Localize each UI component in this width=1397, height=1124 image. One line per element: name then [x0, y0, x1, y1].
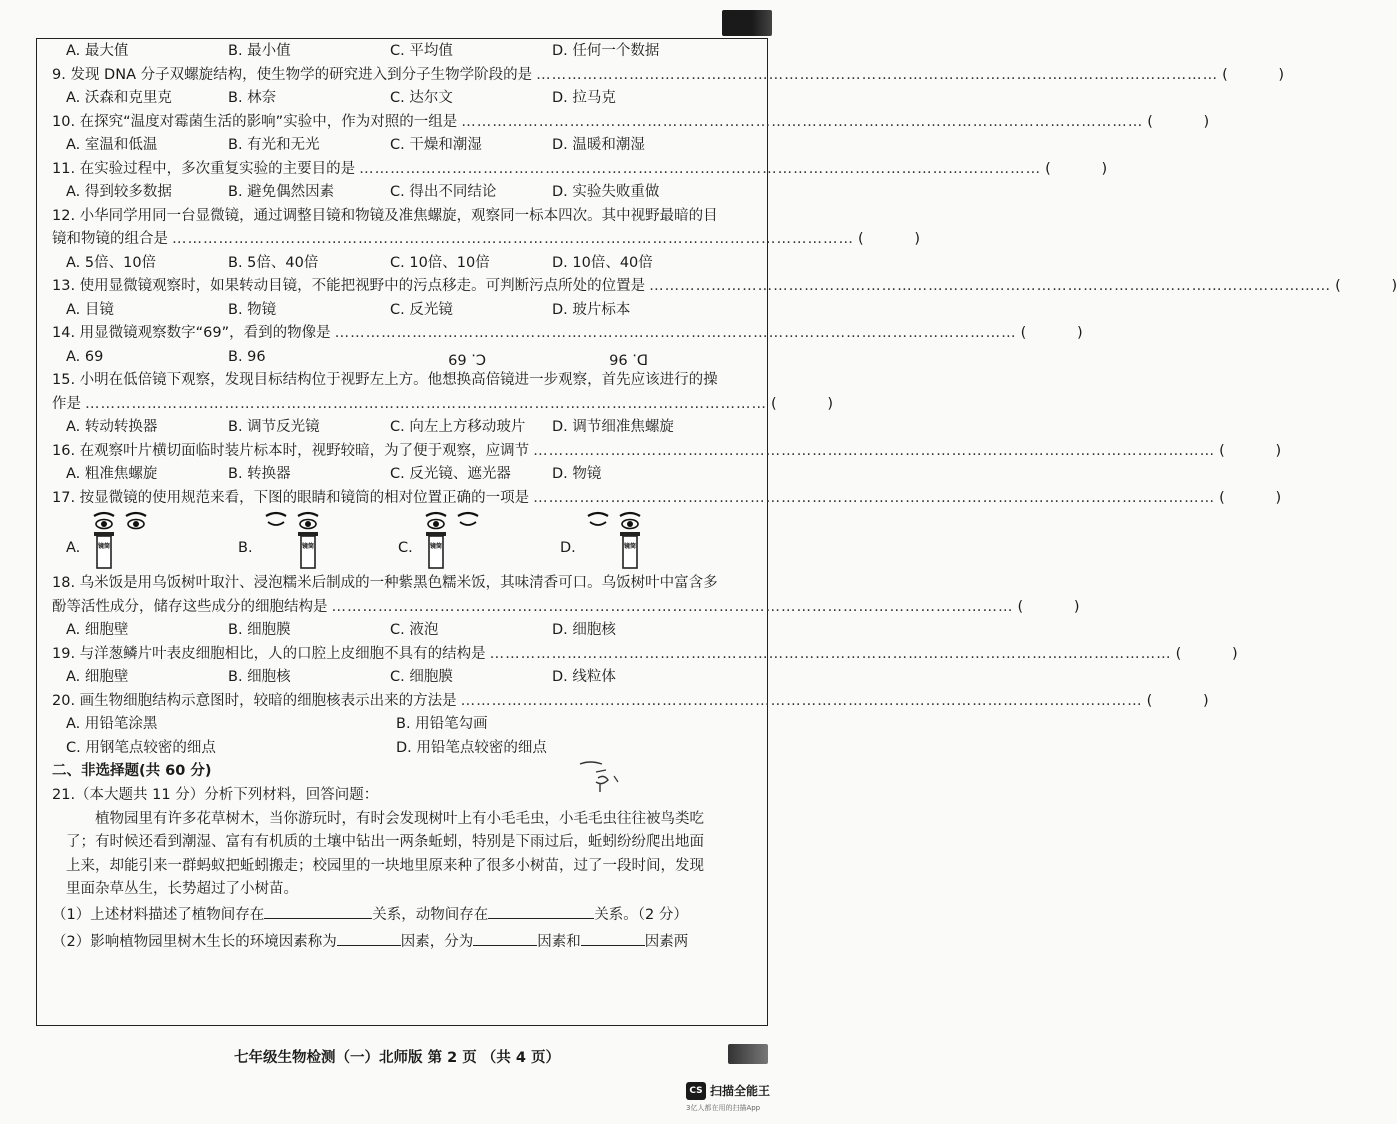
q17-option-d[interactable]: [560, 510, 670, 572]
answer-parentheses[interactable]: [1147, 111, 1209, 135]
q15-stem: [52, 393, 833, 417]
option-c[interactable]: C. 向左上方移动玻片: [390, 419, 526, 435]
microscope-tube-icon: [620, 532, 640, 568]
q16-stem: [52, 440, 1282, 464]
option-c[interactable]: C. 10倍、10倍: [390, 254, 490, 271]
handwritten-scribble: [576, 758, 622, 798]
option-a[interactable]: A. 用铅笔涂黑: [66, 716, 158, 732]
q13-options: [52, 299, 764, 323]
leader-dots: ……………………………………………………………………………………………………………………: [533, 442, 1216, 459]
option-d[interactable]: D. 物镜: [552, 466, 602, 482]
question-text: 15. 小明在低倍镜下观察，发现目标结构位于视野左上方。他想换高倍镜进一步观察，首先应该进行的操: [52, 372, 718, 388]
q9-stem: [52, 64, 1285, 88]
option-a[interactable]: A. 细胞壁: [66, 669, 129, 685]
option-b[interactable]: B. 用铅笔勾画: [396, 716, 488, 732]
option-c[interactable]: C. 得出不同结论: [390, 184, 497, 200]
question-text: 20. 画生物细胞结构示意图时，较暗的细胞核表示出来的方法是: [52, 692, 457, 709]
option-c[interactable]: C. 干燥和潮湿: [390, 137, 482, 153]
option-a[interactable]: A. 得到较多数据: [66, 184, 172, 200]
paren-open: (: [1335, 278, 1341, 294]
q14-options: [52, 346, 764, 370]
paren-close: ): [827, 395, 833, 412]
option-a[interactable]: A. 粗准焦螺旋: [66, 466, 158, 482]
q11-stem: [52, 158, 1108, 182]
exam-content: [52, 40, 1397, 956]
q18-stem: [52, 596, 1080, 620]
question-text: 19. 与洋葱鳞片叶表皮细胞相比，人的口腔上皮细胞不具有的结构是: [52, 645, 486, 662]
brand-name: 扫描全能王: [710, 1084, 771, 1098]
scanner-watermark: [686, 1082, 790, 1116]
closed-eye-icon: [266, 513, 286, 525]
closed-eye-icon: [588, 513, 608, 525]
q19-options: [52, 666, 764, 690]
q12-options: [52, 252, 764, 276]
paren-close: ): [914, 231, 920, 247]
open-eye-icon: [298, 513, 318, 529]
paren-open: (: [1219, 489, 1225, 506]
q20-stem: [52, 690, 1209, 714]
sub2-text-a: （2）影响植物园里树木生长的环境因素称为: [52, 933, 337, 950]
tube-label: 镜筒: [301, 543, 315, 550]
option-a[interactable]: A. 细胞壁: [66, 622, 129, 638]
camscanner-logo-icon: CS: [686, 1082, 706, 1100]
option-c[interactable]: C. 液泡: [390, 622, 439, 638]
option-b[interactable]: B. 物镜: [228, 301, 277, 318]
paren-close: ): [1278, 66, 1285, 83]
question-text: 14. 用显微镜观察数字“69”，看到的物像是: [52, 325, 331, 341]
question-text: 11. 在实验过程中，多次重复实验的主要目的是: [52, 160, 356, 177]
sub2-text-b: 因素，分为: [400, 933, 474, 950]
leader-dots: ……………………………………………………………………………………………………………………: [461, 113, 1144, 130]
sub1-text-a: （1）上述材料描述了植物间存在: [52, 906, 265, 923]
brand-tagline: 3亿人都在用的扫描App: [686, 1104, 761, 1112]
question-text: 10. 在探究“温度对霉菌生活的影响”实验中，作为对照的一组是: [52, 113, 458, 130]
answer-parentheses[interactable]: [1018, 596, 1080, 620]
question-text: 13. 使用显微镜观察时，如果转动目镜，不能把视野中的污点移走。可判断污点所处的位置是: [52, 278, 646, 294]
answer-parentheses[interactable]: [771, 393, 833, 417]
eyes-and-tube-figure: [84, 510, 164, 572]
answer-parentheses[interactable]: [1147, 690, 1209, 714]
option-label: B.: [238, 540, 253, 556]
option-a: A. 最大值: [66, 43, 129, 59]
q17-figure-options: [52, 510, 764, 572]
option-d[interactable]: D. 玻片标本: [552, 301, 631, 318]
q21-sub2: [52, 929, 764, 956]
leader-dots: ……………………………………………………………………………………………………………………: [334, 325, 1017, 341]
q21-paragraph-line: 里面杂草丛生，长势超过了小树苗。: [66, 881, 298, 897]
option-b[interactable]: B. 林奈: [228, 90, 277, 106]
q8-options: [52, 40, 764, 64]
paren-open: (: [1222, 66, 1228, 83]
option-b[interactable]: B. 转换器: [228, 466, 291, 482]
answer-blank[interactable]: [488, 902, 594, 919]
q17-stem: [52, 487, 1282, 511]
q17-option-b[interactable]: [238, 510, 348, 572]
answer-parentheses[interactable]: [1176, 643, 1238, 667]
tube-label: 镜筒: [623, 543, 637, 550]
option-d[interactable]: D. 细胞核: [552, 622, 616, 638]
q16-options: [52, 463, 764, 487]
q12-stem: [52, 205, 764, 229]
eyes-and-tube-figure: [256, 510, 336, 572]
option-label: C.: [398, 540, 413, 556]
paren-close: ): [1391, 278, 1397, 294]
option-c[interactable]: C. 用钢笔点较密的细点: [66, 739, 216, 756]
option-b[interactable]: B. 避免偶然因素: [228, 184, 335, 200]
option-b[interactable]: B. 96: [228, 348, 266, 365]
paren-close: ): [1275, 489, 1282, 506]
option-c[interactable]: C. 反光镜、遮光器: [390, 466, 511, 482]
option-c[interactable]: C. 69: [448, 350, 486, 366]
answer-parentheses[interactable]: [1219, 487, 1281, 511]
open-eye-icon: [126, 513, 146, 529]
paren-close: ): [1076, 325, 1083, 341]
q9-options: [52, 87, 764, 111]
q12-stem: [52, 228, 920, 252]
option-b[interactable]: B. 5倍、40倍: [228, 254, 319, 271]
paren-open: (: [1146, 692, 1153, 709]
option-b[interactable]: B. 有光和无光: [228, 137, 320, 153]
paren-open: (: [858, 231, 864, 247]
paren-close: ): [1232, 645, 1238, 662]
q20-options: [52, 713, 764, 737]
q18-options: [52, 619, 764, 643]
paren-close: ): [1073, 598, 1080, 615]
paren-close: ): [1275, 442, 1282, 459]
answer-parentheses[interactable]: [858, 228, 920, 252]
option-d[interactable]: D. 用铅笔点较密的细点: [396, 739, 547, 756]
open-eye-icon: [426, 513, 446, 529]
option-d[interactable]: D. 实验失败重做: [552, 184, 660, 200]
q15-stem: [52, 369, 764, 393]
option-d[interactable]: D. 线粒体: [552, 669, 616, 685]
q21-sub1: [52, 902, 764, 929]
option-label: D.: [560, 540, 576, 556]
answer-blank[interactable]: [473, 929, 537, 946]
leader-dots: ……………………………………………………………………………………………………………………: [331, 598, 1014, 615]
open-eye-icon: [620, 513, 640, 529]
microscope-tube-icon: [426, 532, 446, 568]
q11-options: [52, 181, 764, 205]
corner-registration-mark: [722, 10, 772, 36]
sub2-text-c: 因素和: [537, 933, 581, 950]
option-b[interactable]: B. 调节反光镜: [228, 419, 320, 435]
option-c: C. 平均值: [390, 43, 453, 59]
q17-option-a[interactable]: [66, 510, 176, 572]
microscope-tube-icon: [298, 532, 318, 568]
eyes-and-tube-figure: [416, 510, 496, 572]
option-a[interactable]: A. 室温和低温: [66, 137, 158, 153]
option-d[interactable]: D. 调节细准焦螺旋: [552, 419, 674, 435]
option-a[interactable]: A. 5倍、10倍: [66, 254, 157, 271]
leader-dots: ……………………………………………………………………………………………………………………: [533, 489, 1216, 506]
option-d[interactable]: D. 温暖和潮湿: [552, 137, 645, 153]
paren-close: ): [1101, 160, 1108, 177]
option-d: D. 任何一个数据: [552, 43, 660, 59]
answer-parentheses[interactable]: [1219, 440, 1281, 464]
option-a[interactable]: A. 转动转换器: [66, 419, 158, 435]
answer-parentheses[interactable]: [1021, 322, 1083, 346]
paren-close: ): [1203, 692, 1209, 709]
answer-blank[interactable]: [581, 929, 645, 946]
leader-dots: ……………………………………………………………………………………………………………………: [359, 160, 1042, 177]
leader-dots: ……………………………………………………………………………………………………………………: [536, 66, 1219, 83]
question-text: 12. 小华同学用同一台显微镜，通过调整目镜和物镜及准焦螺旋，观察同一标本四次。其中视野最暗的目: [52, 207, 718, 224]
paren-open: (: [771, 395, 777, 412]
open-eye-icon: [94, 513, 114, 529]
page-footer: 七年级生物检测（一）北师版 第 2 页 （共 4 页）: [234, 1050, 560, 1066]
question-text: 作是: [52, 395, 81, 412]
option-d[interactable]: D. 96: [609, 350, 648, 366]
paren-open: (: [1020, 325, 1027, 341]
option-label: A.: [66, 540, 81, 556]
paren-open: (: [1219, 442, 1225, 459]
answer-parentheses[interactable]: [1222, 64, 1284, 88]
tube-label: 镜筒: [429, 543, 443, 550]
option-a[interactable]: A. 目镜: [66, 301, 114, 318]
q15-options: [52, 416, 764, 440]
answer-blank[interactable]: [264, 902, 372, 919]
option-c[interactable]: C. 达尔文: [390, 90, 453, 106]
paren-open: (: [1175, 645, 1182, 662]
sub1-text-b: 关系，动物间存在: [372, 906, 489, 923]
q18-stem: [52, 572, 764, 596]
paren-open: (: [1017, 598, 1024, 615]
option-d[interactable]: D. 10倍、40倍: [552, 254, 653, 271]
q10-options: [52, 134, 764, 158]
answer-parentheses[interactable]: [1045, 158, 1107, 182]
q13-stem: [52, 275, 1397, 299]
option-c[interactable]: C. 反光镜: [390, 301, 453, 318]
question-text: 18. 乌米饭是用乌饭树叶取汁、浸泡糯米后制成的一种紫黑色糯米饭，其味清香可口。乌饭树叶中富含多: [52, 575, 718, 591]
option-b[interactable]: B. 细胞核: [228, 669, 291, 685]
leader-dots: ……………………………………………………………………………………………………………………: [460, 692, 1143, 709]
paren-close: ): [1203, 113, 1210, 130]
leader-dots: ……………………………………………………………………………………………………………………: [85, 395, 767, 412]
option-d[interactable]: D. 拉马克: [552, 90, 616, 106]
footer-registration-mark: [728, 1044, 768, 1064]
paren-open: (: [1147, 113, 1153, 130]
leader-dots: ……………………………………………………………………………………………………………………: [489, 645, 1172, 662]
q21-paragraph-line: 上来，却能引来一群蚂蚁把蚯蚓搬走；校园里的一块地里原来种了很多小树苗，过了一段时间，发现: [66, 857, 704, 874]
leader-dots: ……………………………………………………………………………………………………………………: [172, 231, 854, 247]
question-text: 16. 在观察叶片横切面临时装片标本时，视野较暗，为了便于观察，应调节: [52, 442, 530, 459]
q19-stem: [52, 643, 1238, 667]
q17-option-c[interactable]: [398, 510, 508, 572]
q10-stem: [52, 111, 1210, 135]
option-b[interactable]: B. 细胞膜: [228, 622, 291, 638]
q21-paragraph-line: 了；有时候还看到潮湿、富有有机质的土壤中钻出一两条蚯蚓，特别是下雨过后，蚯蚓纷纷爬出地面: [66, 834, 704, 850]
q14-stem: [52, 322, 1083, 346]
q21-paragraph-line: 植物园里有许多花草树木，当你游玩时，有时会发现树叶上有小毛毛虫，小毛毛虫往往被鸟类吃: [95, 811, 704, 827]
option-b: B. 最小值: [228, 43, 291, 59]
question-text: 9. 发现 DNA 分子双螺旋结构，使生物学的研究进入到分子生物学阶段的是: [52, 66, 533, 83]
option-a[interactable]: A. 69: [66, 348, 104, 365]
question-text: 镜和物镜的组合是: [52, 231, 168, 247]
option-a[interactable]: A. 沃森和克里克: [66, 90, 172, 106]
eyes-and-tube-figure: [578, 510, 658, 572]
q21-header: 21.（本大题共 11 分）分析下列材料，回答问题：: [52, 786, 379, 803]
question-text: 酚等活性成分，储存这些成分的细胞结构是: [52, 598, 328, 615]
closed-eye-icon: [458, 513, 478, 525]
microscope-tube-icon: [94, 532, 114, 568]
sub1-text-c: 关系。（2 分）: [594, 906, 688, 923]
answer-blank[interactable]: [337, 929, 401, 946]
question-text: 17. 按显微镜的使用规范来看，下图的眼睛和镜筒的相对位置正确的一项是: [52, 489, 530, 506]
paren-open: (: [1045, 160, 1051, 177]
option-c[interactable]: C. 细胞膜: [390, 669, 453, 685]
sub2-text-d: 因素两: [644, 933, 689, 950]
questions-list: [52, 64, 1397, 761]
q20-options: [52, 737, 764, 761]
answer-parentheses[interactable]: [1335, 275, 1397, 299]
tube-label: 镜筒: [97, 543, 111, 550]
section-title: 二、非选择题(共 60 分): [52, 763, 212, 779]
leader-dots: ……………………………………………………………………………………………………………………: [649, 278, 1332, 294]
